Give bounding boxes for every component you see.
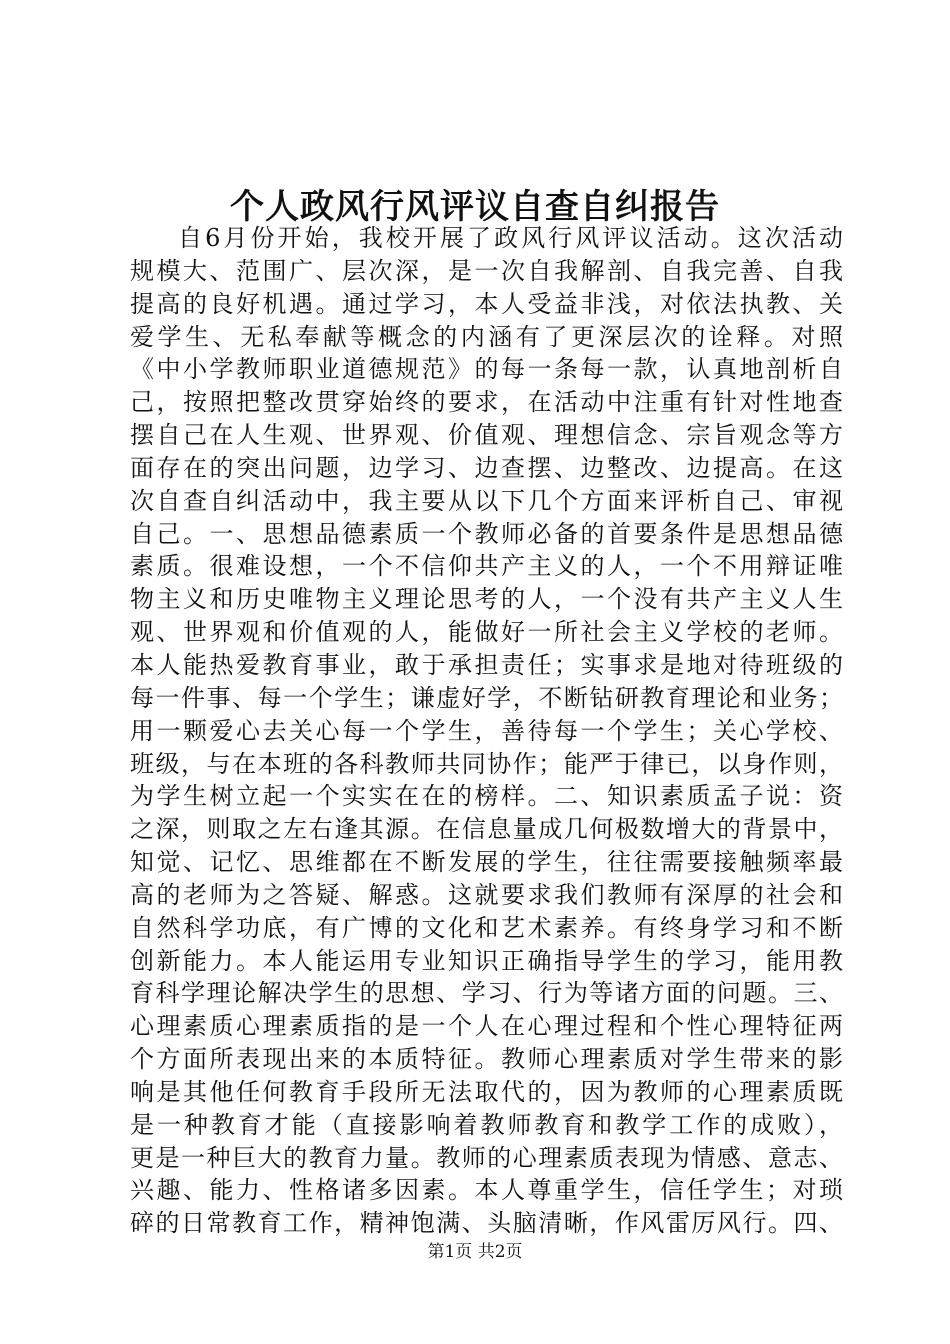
body-line: 物主义和历史唯物主义理论思考的人，一个没有共产主义人生 [130, 585, 844, 614]
body-line: 知觉、记忆、思维都在不断发展的学生，往往需要接触频率最 [130, 848, 844, 877]
body-line: 之深，则取之左右逢其源。在信息量成几何极数增大的背景中， [130, 815, 844, 844]
body-line: 素质。很难设想，一个不信仰共产主义的人，一个不用辩证唯 [130, 552, 844, 581]
body-line: 心理素质心理素质指的是一个人在心理过程和个性心理特征两 [130, 1012, 844, 1041]
body-line: 个方面所表现出来的本质特征。教师心理素质对学生带来的影 [130, 1045, 844, 1074]
document-body [130, 222, 844, 1240]
body-line: 摆自己在人生观、世界观、价值观、理想信念、宗旨观念等方 [130, 421, 844, 450]
body-line: 用一颗爱心去关心每一个学生，善待每一个学生；关心学校、 [130, 716, 844, 745]
body-line: 创新能力。本人能运用专业知识正确指导学生的学习，能用教 [130, 946, 844, 975]
body-line: 己，按照把整改贯穿始终的要求，在活动中注重有针对性地查 [130, 388, 844, 417]
page-number: 第1页 共2页 [427, 1242, 523, 1262]
body-line: 《中小学教师职业道德规范》的每一条每一款，认真地剖析自 [130, 355, 844, 384]
body-line: 次自查自纠活动中，我主要从以下几个方面来评析自己、审视 [130, 486, 844, 515]
body-line: 碎的日常教育工作，精神饱满、头脑清晰，作风雷厉风行。四、 [130, 1209, 844, 1238]
body-line: 提高的良好机遇。通过学习，本人受益非浅，对依法执教、关 [130, 289, 844, 318]
body-line: 规模大、范围广、层次深，是一次自我解剖、自我完善、自我 [130, 256, 844, 285]
body-line: 更是一种巨大的教育力量。教师的心理素质表现为情感、意志、 [130, 1143, 844, 1172]
body-line: 自然科学功底，有广博的文化和艺术素养。有终身学习和不断 [130, 913, 844, 942]
body-line: 班级，与在本班的各科教师共同协作；能严于律已，以身作则， [130, 749, 844, 778]
body-line: 高的老师为之答疑、解惑。这就要求我们教师有深厚的社会和 [130, 880, 844, 909]
body-line: 自己。一、思想品德素质一个教师必备的首要条件是思想品德 [130, 519, 844, 548]
body-line: 每一件事、每一个学生；谦虚好学，不断钻研教育理论和业务； [130, 683, 844, 712]
body-line: 为学生树立起一个实实在在的榜样。二、知识素质孟子说：资 [130, 782, 844, 811]
body-line: 本人能热爱教育事业，敢于承担责任；实事求是地对待班级的 [130, 650, 844, 679]
body-line: 响是其他任何教育手段所无法取代的，因为教师的心理素质既 [130, 1077, 844, 1106]
body-line: 兴趣、能力、性格诸多因素。本人尊重学生，信任学生；对琐 [130, 1176, 844, 1205]
body-line: 爱学生、无私奉献等概念的内涵有了更深层次的诠释。对照 [130, 322, 844, 351]
body-line: 自6月份开始，我校开展了政风行风评议活动。这次活动 [178, 224, 844, 252]
body-line: 育科学理论解决学生的思想、学习、行为等诸方面的问题。三、 [130, 979, 844, 1008]
body-line: 面存在的突出问题，边学习、边查摆、边整改、边提高。在这 [130, 453, 844, 482]
body-line: 是一种教育才能（直接影响着教师教育和教学工作的成败）， [130, 1110, 844, 1139]
document-title: 个人政风行风评议自查自纠报告 [230, 187, 720, 227]
body-line: 观、世界观和价值观的人，能做好一所社会主义学校的老师。 [130, 618, 844, 647]
